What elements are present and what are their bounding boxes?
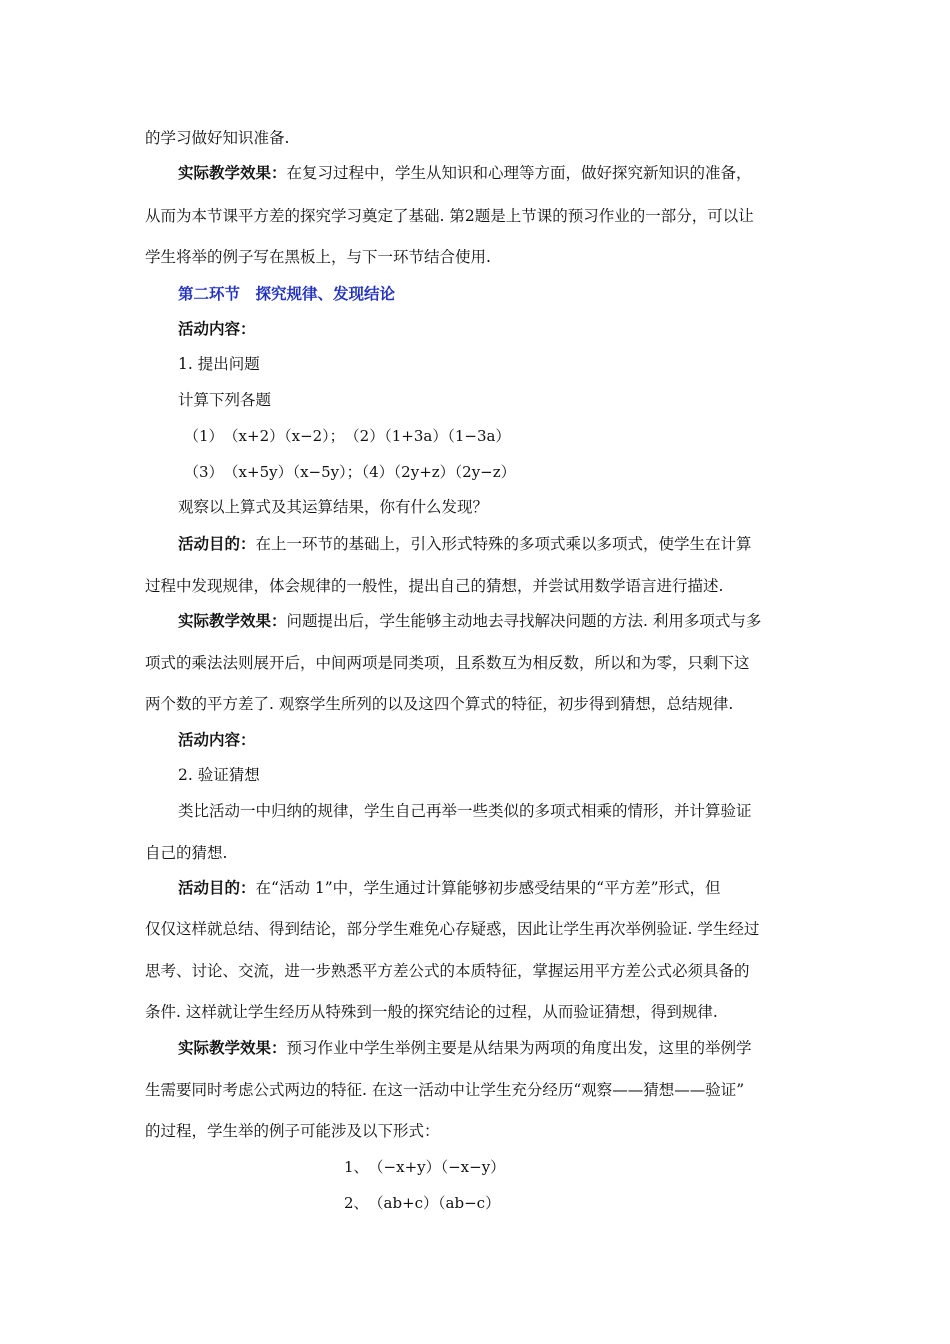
section-heading: 第二环节 探究规律、发现结论 bbox=[178, 284, 396, 303]
paragraph-line: 学生将举的例子写在黑板上，与下一环节结合使用. bbox=[145, 248, 491, 266]
paragraph-line: 两个数的平方差了. 观察学生所列的以及这四个算式的特征，初步得到猜想，总结规律. bbox=[145, 695, 734, 713]
activity-content-label: 活动内容： bbox=[178, 319, 256, 338]
item-title: 2. 验证猜想 bbox=[178, 766, 260, 784]
paragraph-line: 过程中发现规律，体会规律的一般性，提出自己的猜想，并尝试用数学语言进行描述. bbox=[145, 577, 724, 595]
paragraph-line bbox=[178, 162, 838, 184]
paragraph-line bbox=[178, 533, 838, 555]
paragraph-line bbox=[178, 1037, 838, 1059]
paragraph-line: 的学习做好知识准备. bbox=[145, 129, 290, 147]
label-goal: 活动目的： bbox=[178, 878, 256, 897]
paragraph-line: 仅仅这样就总结、得到结论，部分学生难免心存疑惑，因此让学生再次举例验证. 学生经过 bbox=[145, 920, 760, 938]
paragraph-line: 生需要同时考虑公式两边的特征. 在这一活动中让学生充分经历“观察——猜想——验证” bbox=[145, 1081, 745, 1099]
item-prompt: 计算下列各题 bbox=[178, 391, 272, 409]
label-goal: 活动目的： bbox=[178, 534, 256, 553]
form-example-1: 1、 （−x+y）（−x−y） bbox=[344, 1158, 506, 1176]
paragraph-line: 思考、讨论、交流，进一步熟悉平方差公式的本质特征，掌握运用平方差公式必须具备的 bbox=[145, 962, 750, 980]
item-title: 1. 提出问题 bbox=[178, 355, 260, 373]
text: 在复习过程中，学生从知识和心理等方面，做好探究新知识的准备， bbox=[286, 164, 752, 182]
paragraph-line: 从而为本节课平方差的探究学习奠定了基础. 第2题是上节课的预习作业的一部分，可以让 bbox=[145, 207, 754, 225]
text: 在“活动 1”中，学生通过计算能够初步感受结果的“平方差”形式，但 bbox=[255, 879, 721, 897]
paragraph-line: 观察以上算式及其运算结果，你有什么发现？ bbox=[178, 498, 489, 516]
paragraph-line: 自己的猜想. bbox=[145, 844, 228, 862]
paragraph-line: 类比活动一中归纳的规律，学生自己再举一些类似的多项式相乘的情形，并计算验证 bbox=[178, 802, 752, 820]
paragraph-line: 项式的乘法法则展开后，中间两项是同类项，且系数互为相反数，所以和为零，只剩下这 bbox=[145, 654, 750, 672]
paragraph-line bbox=[178, 610, 838, 632]
equation-row-2: （3） （x+5y）（x−5y）；（4）（2y+z）（2y−z） bbox=[184, 463, 516, 481]
text: 问题提出后，学生能够主动地去寻找解决问题的方法. 利用多项式与多 bbox=[286, 612, 762, 630]
activity-content-label: 活动内容： bbox=[178, 730, 256, 749]
form-example-2: 2、 （ab+c）（ab−c） bbox=[344, 1194, 501, 1212]
label-effect: 实际教学效果： bbox=[178, 163, 287, 182]
label-effect: 实际教学效果： bbox=[178, 611, 287, 630]
paragraph-line bbox=[178, 877, 838, 899]
label-effect: 实际教学效果： bbox=[178, 1038, 287, 1057]
paragraph-line: 的过程，学生举的例子可能涉及以下形式： bbox=[145, 1122, 440, 1140]
text: 预习作业中学生举例主要是从结果为两项的角度出发，这里的举例学 bbox=[286, 1039, 752, 1057]
text: 在上一环节的基础上，引入形式特殊的多项式乘以多项式，使学生在计算 bbox=[255, 535, 752, 553]
paragraph-line: 条件. 这样就让学生经历从特殊到一般的探究结论的过程，从而验证猜想，得到规律. bbox=[145, 1003, 718, 1021]
equation-row-1: （1） （x+2）（x−2）； （2）（1+3a）（1−3a） bbox=[184, 427, 511, 445]
